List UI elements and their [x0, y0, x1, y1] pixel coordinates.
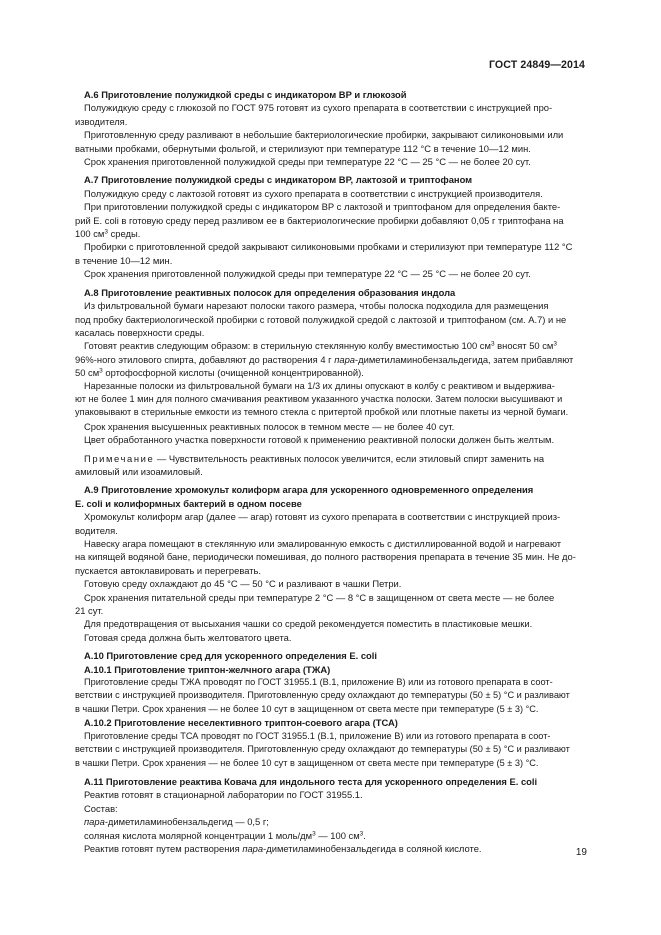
section-a10-title: А.10 Приготовление сред для ускоренного определения E. coli [84, 650, 377, 662]
section-a7-paragraph-2: При приготовлении полужидкой среды с индикатором ВР с лактозой и триптофаном для определения бакте- рий E. coli в готовую среду перед разливом ее в бактериологические пробирки добавляют 0,05 г триптофана на 100 $см^3$ среды. [75, 201, 564, 240]
section-a7 [75, 173, 581, 280]
section-a8-paragraph-2: Готовят реактив следующим образом: в стерильную стеклянную колбу вместимостью 100 $см^3$ вносят 50 $см^3$ 96%-ного этилового спирта, добавляют до растворения 4 г пара-диметиламинобензальдегида, затем прибавляют 50 $см^3$ ортофосфорной кислоты (очищенной концентрированной). [75, 340, 574, 379]
page-content [75, 88, 581, 855]
section-a9-paragraph-5: Для предотвращения от высыхания чашки со средой рекомендуется поместить в пластиковые мешки. [84, 618, 533, 630]
section-a11-paragraph-1: Реактив готовят в стационарной лаборатории по ГОСТ 31955.1. [84, 789, 363, 801]
subsection-a10-1-paragraph: Приготовление среды ТЖА проводят по ГОСТ 31955.1 (В.1, приложение В) или из готового препарата в соот- ветствии с инструкцией производителя. Приготовленную среду охлаждают до температуры (50 ± 5) °С и разливают в чашки Петри. Срок хранения — не более 10 сут в защищенном от света месте при температуре (5 ± 3) °С. [75, 677, 570, 714]
section-a9-paragraph-1: Хромокульт колиформ агар (далее — агар) готовят из сухого препарата в соответствии с инструкцией произ- водителя. [75, 511, 561, 536]
section-a9-paragraph-3: Готовую среду охлаждают до 45 °С — 50 °С и разливают в чашки Петри. [84, 578, 402, 590]
section-a6-title: А.6 Приготовление полужидкой среды с индикатором ВР и глюкозой [84, 89, 407, 100]
section-a6-paragraph-2: Приготовленную среду разливают в небольшие бактериологические пробирки, закрывают силиконовыми или ватными пробками, обернутыми фольгой, и стерилизуют при температуре 112 °С в течение 10—12 мин. [75, 129, 564, 154]
section-a8-paragraph-5: Цвет обработанного участка поверхности готовой к применению реактивной полоски должен быть желтым. [84, 434, 555, 446]
standard-code-header: ГОСТ 24849—2014 [488, 59, 585, 71]
section-a9-paragraph-4: Срок хранения питательной среды при температуре 2 °С — 8 °С в защищенном от света месте — не более 21 сут. [75, 591, 555, 617]
section-a11 [75, 775, 581, 855]
section-a11-paragraph-last: Реактив готовят путем растворения пара-диметиламинобензальдегида в соляной кислоте. [84, 842, 482, 854]
section-a8-paragraph-4: Срок хранения высушенных реактивных полосок в темном месте — не более 40 сут. [84, 420, 455, 432]
section-a8-title: А.8 Приготовление реактивных полосок для определения образования индола [84, 286, 456, 298]
section-a6-paragraph-3: Срок хранения приготовленной полужидкой среды при температуре 22 °С — 25 °С — не более 20 сут. [84, 156, 531, 168]
section-a8-paragraph-3: Нарезанные полоски из фильтровальной бумаги на 1/3 их длины опускают в колбу с реактивом и выдерживa- ют не более 1 мин для полного смачивания реактивом указанного участка полоски. Затем полоски высушивают и упаковывают в стерильные емкости из темного стекла с притертой пробкой или плотные пакеты из черной бумаги. [75, 380, 569, 418]
subsection-a10-1-title: А.10.1 Приготовление триптон-желчного агара (ТЖА) [84, 663, 331, 675]
page-number: 19 [575, 847, 587, 858]
section-a7-paragraph-1: Полужидкую среду с лактозой готовят из сухого препарата в соответствии с инструкцией производителя. [84, 187, 543, 199]
section-a6 [75, 88, 581, 168]
section-a7-title: А.7 Приготовление полужидкой среды с индикатором ВР, лактозой и триптофаном [84, 174, 473, 186]
section-a11-component-1: пара-диметиламинобензальдегид — 0,5 г; [84, 816, 269, 828]
section-a8-note: Примечание — Чувствительность реактивных полосок увеличится, если этиловый спирт заменить на амиловый или изоамиловый. [75, 452, 545, 477]
note-label: Примечание [84, 452, 155, 464]
section-a7-paragraph-3: Пробирки с приготовленной средой закрывают силиконовыми пробками и стерилизуют при температуре 112 °С в течение 10—12 мин. [75, 241, 573, 266]
section-a8-paragraph-1: Из фильтровальной бумаги нарезают полоски такого размера, чтобы полоска подходила для размещения под пробку бактериологической пробирки с готовой полужидкой средой с лактозой и триптофаном (см. А.7) и не касалась поверхности среды. [75, 300, 567, 338]
section-a11-component-2: соляная кислота молярной концентрации 1 моль/$дм^3$ — 100 $см^3$. [84, 829, 366, 841]
section-a9 [75, 483, 581, 644]
section-a6-paragraph-1: Полужидкую среду с глюкозой по ГОСТ 975 готовят из сухого препарата в соответствии с инструкцией про- изводителя. [75, 102, 553, 127]
section-a9-title: А.9 Приготовление хромокульт колиформ агара для ускоренного одновременного определения E. coli и колиформных бактерий в одном посеве [75, 484, 534, 509]
section-a11-composition-label: Состав: [84, 802, 118, 814]
section-a11-title: А.11 Приготовление реактива Ковача для индольного теста для ускоренного определения E. coli [84, 775, 538, 787]
section-a8 [75, 286, 581, 479]
section-a7-paragraph-4: Срок хранения приготовленной полужидкой среды при температуре 22 °С — 25 °С — не более 20 сут. [84, 268, 531, 280]
subsection-a10-2-paragraph: Приготовление среды ТСА проводят по ГОСТ 31955.1 (В.1, приложение В) или из готового препарата в соот- ветствии с инструкцией производителя. Приготовленную среду охлаждают до температуры (50 ± 5) °С и разливают в чашки Петри. Срок хранения — не более 10 сут в защищенном от света месте при температуре (5 ± 3) °С. [75, 730, 570, 768]
subsection-a10-2-title: А.10.2 Приготовление неселективного триптон-соевого агара (ТСА) [84, 717, 398, 729]
section-a9-paragraph-6: Готовая среда должна быть желтоватого цвета. [84, 631, 292, 643]
section-a9-paragraph-2: Навеску агара помещают в стеклянную или эмалированную емкость с дистиллированной водой и нагревают на кипящей водяной бане, периодически помешивая, до полного растворения препарата в течение 35 мин. Не до- пускается автоклавировать и перегревать. [75, 538, 576, 576]
section-a10 [75, 649, 581, 770]
